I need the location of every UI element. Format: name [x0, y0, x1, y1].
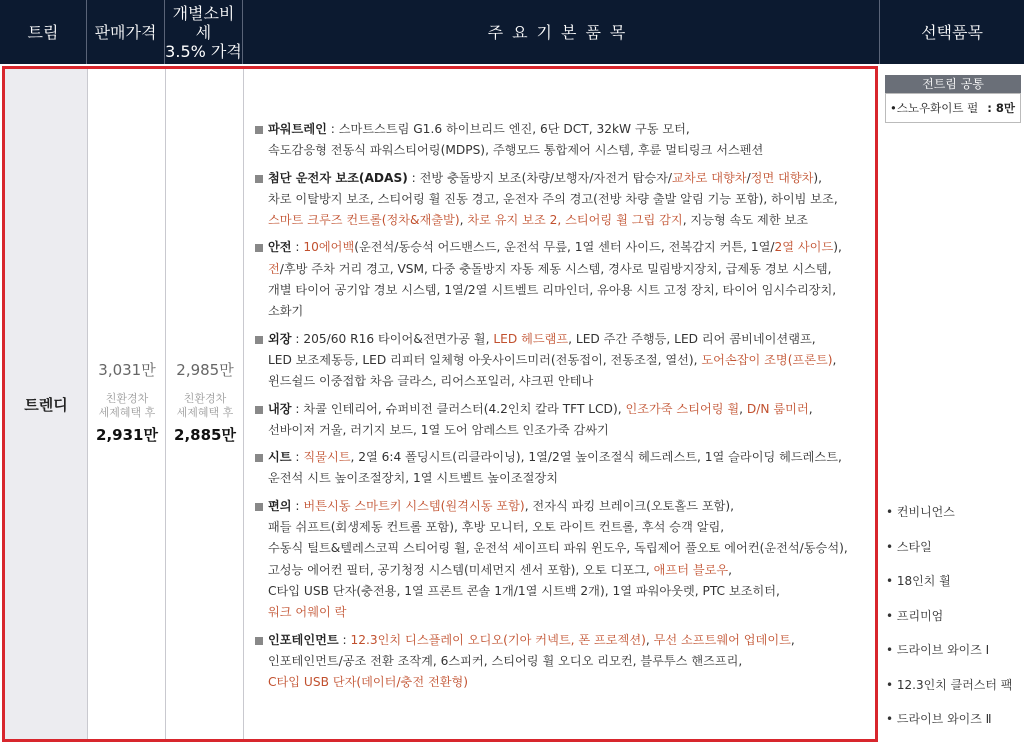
feature-text: 패들 쉬프트(회생제동 컨트롤 포함), 후방 모니터, 오토 라이트 컨트롤, 후석 승객 알림, — [268, 520, 725, 535]
main-features-cell — [243, 69, 876, 739]
bullet-square-icon — [255, 336, 263, 344]
feature-text: , LED 주간 주행등, LED 리어 콤비네이션램프, — [568, 331, 816, 346]
option-bullet: • — [886, 643, 897, 657]
feature-line — [268, 672, 869, 693]
feature-section-title: 내장 — [268, 401, 292, 416]
feature-section-title: 시트 — [268, 450, 292, 465]
option-item-label: 프리미엄 — [896, 608, 944, 623]
feature-line — [268, 517, 869, 538]
header-trim: 트림 — [0, 0, 87, 64]
option-item — [886, 572, 1012, 607]
feature-section — [254, 237, 869, 322]
feature-section-title: 파워트레인 — [268, 122, 327, 136]
price-cell — [87, 69, 166, 739]
tax-price-value: 2,985만 — [176, 361, 234, 379]
option-item — [886, 710, 1012, 745]
feature-text: ), — [833, 240, 842, 255]
feature-text-highlight: 도어손잡이 조명(프론트) — [701, 352, 833, 367]
feature-line — [268, 560, 869, 581]
options-common-title: 전트림 공통 — [885, 75, 1021, 93]
feature-text-highlight: 버튼시동 스마트키 시스템(원격시동 포함) — [303, 498, 525, 513]
options-cell — [880, 64, 1024, 743]
feature-text: : 차콜 인테리어, 슈퍼비전 클러스터(4.2인치 칼라 TFT LCD), — [291, 401, 626, 416]
feature-text: LED 보조제동등, LED 리피터 일체형 아웃사이드미러(전동접이, 전동조절, 열선), — [268, 352, 702, 367]
feature-line — [268, 468, 869, 489]
feature-text: , 2열 6:4 폴딩시트(리클라이닝), 1열/2열 높이조절식 헤드레스트, 1열 슬라이딩 헤드레스트, — [350, 450, 842, 465]
feature-line — [268, 301, 869, 322]
feature-line — [268, 496, 869, 517]
feature-line — [268, 399, 869, 420]
feature-section — [254, 630, 869, 694]
price-after-benefit: 2,931만 — [96, 426, 158, 444]
option-item-label: 스타일 — [896, 539, 932, 554]
option-bullet: • — [886, 677, 897, 692]
option-bullet: • — [886, 574, 897, 588]
feature-text-highlight: 스마트 크루즈 컨트롤(정차&재출발) — [268, 213, 460, 228]
bullet-square-icon — [255, 244, 263, 252]
feature-text: : — [291, 498, 304, 513]
header-tax-line1: 개별소비세 — [172, 3, 235, 42]
bullet-square-icon — [255, 503, 263, 511]
feature-text-highlight: 10에어백 — [303, 240, 355, 255]
feature-text: 수동식 틸트&텔레스코픽 스티어링 휠, 운전석 세이프티 파워 윈도우, 독립제어 풀오토 에어컨(운전석/동승석), — [268, 541, 848, 556]
header-main-features: 주요기본품목 — [243, 0, 880, 64]
feature-text: 선바이저 거울, 러기지 보드, 1열 도어 암레스트 인조가죽 감싸기 — [268, 422, 609, 437]
feature-text: : — [338, 632, 351, 647]
table-header — [0, 0, 1024, 64]
options-common-item — [885, 93, 1021, 123]
header-tax-price — [165, 0, 243, 64]
feature-line — [268, 447, 869, 468]
feature-line — [268, 119, 869, 140]
feature-line — [268, 420, 869, 441]
feature-text: , 지능형 속도 제한 보조 — [682, 213, 809, 228]
feature-text: : 스마트스트림 G1.6 하이브리드 엔진, 6단 DCT, 32kW 구동 모터, — [326, 122, 690, 136]
feature-line — [268, 168, 869, 189]
feature-line — [268, 140, 869, 161]
feature-section — [254, 447, 869, 490]
feature-section — [254, 496, 869, 624]
feature-text: , — [645, 632, 654, 647]
feature-text: : — [291, 240, 304, 255]
feature-text: , — [808, 401, 813, 416]
feature-line — [268, 651, 869, 672]
feature-line — [268, 371, 869, 392]
feature-text-highlight: 무선 소프트웨어 업데이트 — [653, 632, 791, 647]
tax-price-cell — [165, 69, 244, 739]
option-item-label: 컨비니언스 — [896, 505, 955, 519]
option-item — [886, 607, 1012, 642]
price-value: 3,031만 — [98, 361, 156, 379]
feature-text-highlight: 전 — [268, 261, 280, 276]
feature-text: : 205/60 R16 타이어&전면가공 휠, — [291, 331, 494, 346]
feature-text: , — [832, 352, 837, 367]
option-item — [886, 676, 1012, 711]
feature-section-title: 첨단 운전자 보조(ADAS) — [268, 170, 408, 185]
feature-text: 속도감응형 전동식 파워스티어링(MDPS), 주행모드 통합제어 시스템, 후륜 멀티링크 서스펜션 — [268, 143, 764, 158]
feature-section-title: 편의 — [268, 498, 292, 513]
common-item-label: •스노우화이트 펄 — [890, 101, 979, 115]
feature-text: 차로 이탈방지 보조, 스티어링 휠 진동 경고, 운전자 주의 경고(전방 차량 출발 알림 기능 포함), 하이빔 보조, — [268, 191, 838, 206]
feature-text-highlight: 차로 유지 보조 2, 스티어링 휠 그립 감지 — [467, 213, 683, 228]
feature-text: /후방 주차 거리 경고, VSM, 다중 충돌방지 자동 제동 시스템, 경사로 밀림방지장치, 급제동 경보 시스템, — [279, 261, 832, 276]
bullet-square-icon — [255, 637, 263, 645]
option-item — [886, 641, 1012, 676]
feature-text: , — [739, 401, 747, 416]
feature-line — [268, 259, 869, 280]
feature-section — [254, 168, 869, 232]
bullet-square-icon — [255, 406, 263, 414]
feature-text: , — [459, 213, 468, 228]
price-note-1: 친환경차 — [105, 392, 149, 405]
tax-note-1: 친환경차 — [183, 392, 227, 405]
option-item-label: 드라이브 와이즈 Ⅱ — [896, 712, 992, 726]
feature-text-highlight: D/N 룸미러 — [746, 401, 809, 416]
feature-text-highlight: 2열 사이드 — [774, 240, 834, 255]
feature-text: ), — [813, 170, 823, 185]
option-bullet: • — [886, 608, 897, 623]
feature-text: , 전자식 파킹 브레이크(오토홀드 포함), — [524, 498, 735, 513]
option-item-label: 12.3인치 클러스터 팩 — [896, 677, 1013, 692]
header-options: 선택품목 — [921, 22, 983, 42]
feature-section — [254, 119, 869, 162]
feature-text: , — [728, 562, 733, 577]
option-item-label: 18인치 휠 — [896, 574, 951, 588]
option-item — [886, 503, 1012, 538]
feature-list — [254, 119, 869, 699]
feature-text: 소화기 — [268, 304, 304, 319]
tax-price-after-benefit: 2,885만 — [174, 426, 236, 444]
feature-line — [268, 581, 869, 602]
option-bullet: • — [886, 712, 897, 726]
feature-line — [268, 329, 869, 350]
feature-text: 운전석 시트 높이조절장치, 1열 시트벨트 높이조절장치 — [268, 471, 559, 486]
feature-line — [268, 280, 869, 301]
feature-text: 개별 타이어 공기압 경보 시스템, 1열/2열 시트벨트 리마인더, 유아용 시트 고정 장치, 타이어 임시수리장치, — [268, 283, 837, 298]
feature-text: : — [291, 450, 304, 465]
feature-text-highlight: 정면 대향차 — [750, 170, 814, 185]
feature-text-highlight: 직물시트 — [303, 450, 351, 465]
trim-table — [0, 64, 1024, 743]
price-box — [88, 359, 166, 445]
feature-text-highlight: 애프터 블로우 — [653, 562, 729, 577]
trim-name: 트렌디 — [24, 395, 68, 414]
feature-text: C타입 USB 단자(충전용, 1열 프론트 콘솔 1개/1열 시트백 2개), 1열 파워아웃렛, PTC 보조히터, — [268, 583, 780, 598]
option-list — [886, 503, 1012, 745]
option-bullet: • — [886, 505, 897, 519]
feature-line — [268, 189, 869, 210]
header-tax-line2: 3.5% 가격 — [165, 41, 242, 61]
feature-text-highlight: LED 헤드램프 — [493, 331, 569, 346]
option-item — [886, 538, 1012, 573]
price-note-2: 세제혜택 후 — [98, 406, 156, 419]
feature-line — [268, 602, 869, 623]
feature-line — [268, 210, 869, 231]
feature-text-highlight: 인조가죽 스티어링 휠 — [625, 401, 740, 416]
feature-text-highlight: C타입 USB 단자(데이터/충전 전환형) — [268, 675, 469, 690]
feature-line — [268, 350, 869, 371]
feature-section-title: 인포테인먼트 — [268, 632, 339, 647]
feature-text: (운전석/동승석 어드밴스드, 운전석 무릎, 1열 센터 사이드, 전복감지 커튼, 1열/ — [354, 240, 775, 255]
feature-line — [268, 237, 869, 258]
feature-text-highlight: 교차로 대향차 — [672, 170, 747, 185]
feature-section-title: 외장 — [268, 331, 292, 346]
feature-text: 고성능 에어컨 필터, 공기청정 시스템(미세먼지 센서 포함), 오토 디포그, — [268, 562, 654, 577]
feature-text: : 전방 충돌방지 보조(차량/보행자/자전거 탑승자/ — [407, 170, 673, 185]
tax-note-2: 세제혜택 후 — [176, 406, 234, 419]
feature-text-highlight: 워크 어웨이 락 — [268, 605, 347, 620]
feature-section-title: 안전 — [268, 240, 292, 255]
bullet-square-icon — [255, 454, 263, 462]
trim-name-cell — [5, 69, 87, 739]
feature-section — [254, 399, 869, 442]
feature-line — [268, 538, 869, 559]
option-item-label: 드라이브 와이즈 Ⅰ — [896, 643, 990, 657]
feature-text-highlight: 12.3인치 디스플레이 오디오(기아 커넥트, 폰 프로젝션) — [350, 632, 646, 647]
feature-text: 윈드쉴드 이중접합 차음 글라스, 리어스포일러, 샤크핀 안테나 — [268, 374, 594, 389]
feature-line — [268, 630, 869, 651]
feature-text: / — [746, 170, 751, 185]
header-price: 판매가격 — [87, 0, 165, 64]
option-bullet: • — [886, 539, 897, 554]
feature-text: , — [790, 632, 795, 647]
feature-text: 인포테인먼트/공조 전환 조작계, 6스피커, 스티어링 휠 오디오 리모컨, 블루투스 핸즈프리, — [268, 653, 743, 668]
bullet-square-icon — [255, 175, 263, 183]
feature-section — [254, 329, 869, 393]
bullet-square-icon — [255, 126, 263, 134]
tax-price-box — [166, 359, 244, 445]
common-item-price: : 8만 — [987, 101, 1015, 115]
